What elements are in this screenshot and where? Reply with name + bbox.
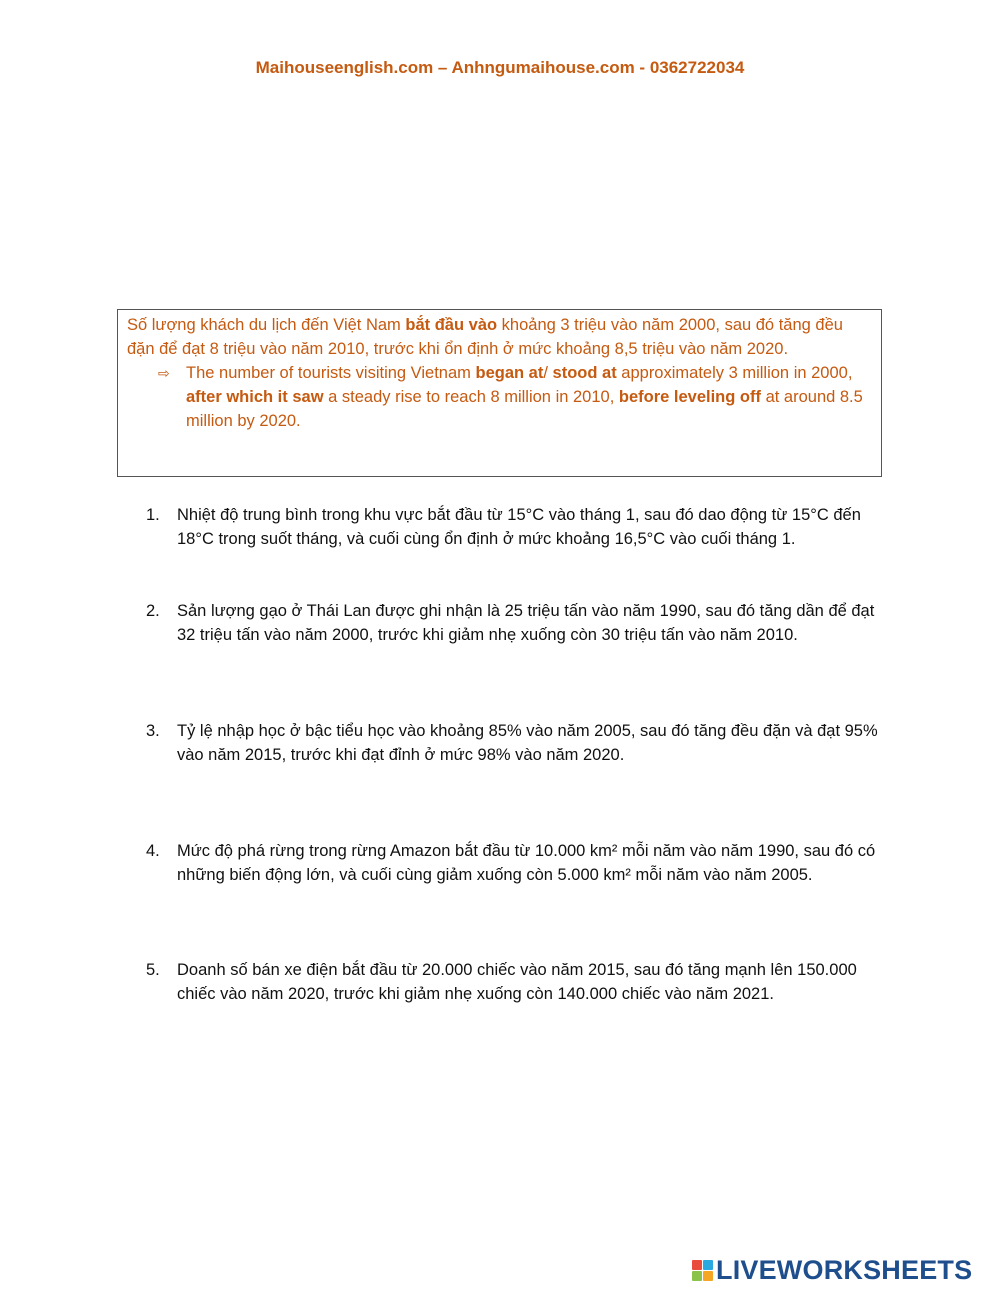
example-box bbox=[117, 309, 882, 477]
example-en-slash: / bbox=[543, 364, 553, 382]
example-vi-text-1: Số lượng khách du lịch đến Việt Nam bbox=[127, 316, 406, 334]
exercise-item bbox=[146, 503, 886, 551]
exercise-number: 2. bbox=[146, 602, 160, 620]
example-en-text-4: at around 8.5 million by 2020. bbox=[186, 388, 863, 430]
exercise-number: 4. bbox=[146, 842, 160, 860]
example-english bbox=[127, 361, 863, 433]
exercise-item bbox=[146, 719, 886, 767]
exercise-text: Tỷ lệ nhập học ở bậc tiểu học vào khoảng 85% vào năm 2005, sau đó tăng đều đặn và đạt 95% vào năm 2015, trước khi đạt đỉnh ở mức 98% vào năm 2020. bbox=[177, 722, 878, 764]
exercise-text: Mức độ phá rừng trong rừng Amazon bắt đầu từ 10.000 km² mỗi năm vào năm 1990, sau đó có những biến động lớn, và cuối cùng giảm xuống còn 5.000 km² mỗi năm vào năm 2005. bbox=[177, 842, 876, 884]
exercise-text: Doanh số bán xe điện bắt đầu từ 20.000 chiếc vào năm 2015, sau đó tăng mạnh lên 150.000 chiếc vào năm 2020, trước khi giảm nhẹ xuống còn 140.000 chiếc vào năm 2021. bbox=[177, 961, 857, 1003]
liveworksheets-logo[interactable] bbox=[692, 1255, 972, 1286]
page-header: Maihouseenglish.com – Anhngumaihouse.com - 0362722034 bbox=[255, 58, 745, 77]
logo-blocks-icon bbox=[692, 1260, 713, 1281]
logo-block bbox=[692, 1260, 702, 1270]
example-en-text-3: a steady rise to reach 8 million in 2010, bbox=[323, 388, 619, 406]
example-en-bold-4: before leveling off bbox=[618, 388, 761, 406]
arrow-right-icon: ⇨ bbox=[158, 365, 170, 381]
exercise-item bbox=[146, 958, 886, 1006]
exercise-number: 5. bbox=[146, 961, 160, 979]
exercise-text: Sản lượng gạo ở Thái Lan được ghi nhận là 25 triệu tấn vào năm 1990, sau đó tăng dần để đạt 32 triệu tấn vào năm 2000, trước khi giảm nhẹ xuống còn 30 triệu tấn vào năm 2010. bbox=[177, 602, 875, 644]
exercise-number: 3. bbox=[146, 722, 160, 740]
logo-block bbox=[692, 1271, 702, 1281]
example-vi-text-2: khoảng 3 triệu vào năm 2000, sau đó tăng đều đặn để đạt 8 triệu vào năm 2010, trước khi ổn định ở mức khoảng 8,5 triệu vào năm 2020. bbox=[127, 316, 843, 358]
exercise-number: 1. bbox=[146, 506, 160, 524]
example-vietnamese bbox=[127, 313, 863, 361]
logo-block bbox=[703, 1271, 713, 1281]
example-en-bold-1: began at bbox=[475, 364, 544, 382]
example-en-bold-2: stood at bbox=[552, 364, 617, 382]
example-en-text-2: approximately 3 million in 2000, bbox=[616, 364, 853, 382]
logo-block bbox=[703, 1260, 713, 1270]
exercise-item bbox=[146, 839, 886, 887]
example-en-bold-3: after which it saw bbox=[186, 388, 324, 406]
example-vi-bold: bắt đầu vào bbox=[405, 316, 498, 334]
logo-text: LIVEWORKSHEETS bbox=[716, 1255, 973, 1285]
exercise-text: Nhiệt độ trung bình trong khu vực bắt đầu từ 15°C vào tháng 1, sau đó dao động từ 15°C đến 18°C trong suốt tháng, và cuối cùng ổn định ở mức khoảng 16,5°C vào cuối tháng 1. bbox=[177, 506, 861, 548]
example-en-text-1: The number of tourists visiting Vietnam bbox=[186, 364, 476, 382]
exercise-item bbox=[146, 599, 886, 647]
